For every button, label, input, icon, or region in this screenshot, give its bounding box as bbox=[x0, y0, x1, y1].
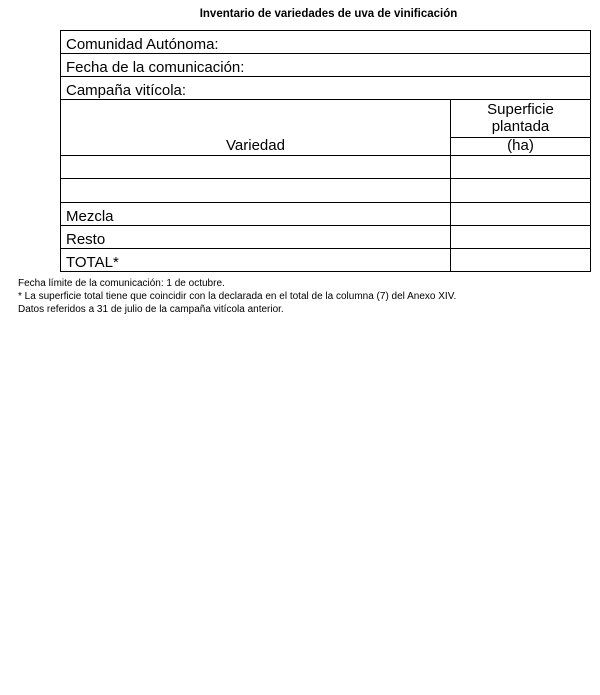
superficie-header-line2: plantada bbox=[491, 117, 550, 135]
comunidad-field[interactable] bbox=[61, 31, 591, 54]
total-row bbox=[61, 248, 591, 271]
fecha-label: Fecha de la comunicación: bbox=[66, 59, 245, 77]
table-row bbox=[61, 179, 591, 202]
table-row bbox=[61, 156, 591, 179]
resto-row bbox=[61, 225, 591, 248]
fecha-row bbox=[61, 54, 591, 77]
comunidad-row bbox=[61, 31, 591, 54]
column-header-row bbox=[61, 100, 591, 138]
total-superficie-cell[interactable] bbox=[451, 248, 591, 271]
mezcla-row bbox=[61, 202, 591, 225]
campana-field[interactable] bbox=[61, 77, 591, 100]
superficie-header bbox=[451, 100, 591, 138]
superficie-cell[interactable] bbox=[451, 156, 591, 179]
mezcla-label: Mezcla bbox=[61, 202, 451, 225]
footnotes bbox=[18, 277, 593, 316]
comunidad-label: Comunidad Autónoma: bbox=[66, 36, 219, 54]
superficie-unit-header bbox=[451, 138, 591, 156]
variedad-cell[interactable] bbox=[61, 179, 451, 202]
superficie-cell[interactable] bbox=[451, 179, 591, 202]
variedad-header bbox=[61, 100, 451, 156]
mezcla-superficie-cell[interactable] bbox=[451, 202, 591, 225]
superficie-header-line1: Superficie bbox=[487, 100, 554, 118]
resto-label: Resto bbox=[61, 225, 451, 248]
variedad-cell[interactable] bbox=[61, 156, 451, 179]
footnote-total: * La superficie total tiene que coincidir con la declarada en el total de la columna (7) del Anexo XIV. bbox=[18, 291, 457, 302]
variedad-header-label: Variedad bbox=[226, 137, 285, 155]
footnote-reference-date: Datos referidos a 31 de julio de la campaña vitícola anterior. bbox=[18, 304, 284, 315]
footnote-deadline: Fecha límite de la comunicación: 1 de octubre. bbox=[18, 278, 225, 289]
campana-label: Campaña vitícola: bbox=[66, 82, 187, 100]
inventory-form-table bbox=[60, 30, 591, 272]
fecha-field[interactable] bbox=[61, 54, 591, 77]
resto-superficie-cell[interactable] bbox=[451, 225, 591, 248]
document-title: Inventario de variedades de uva de vinificación bbox=[199, 8, 458, 20]
total-label: TOTAL* bbox=[61, 248, 451, 271]
superficie-unit-label: (ha) bbox=[507, 137, 534, 155]
campana-row bbox=[61, 77, 591, 100]
